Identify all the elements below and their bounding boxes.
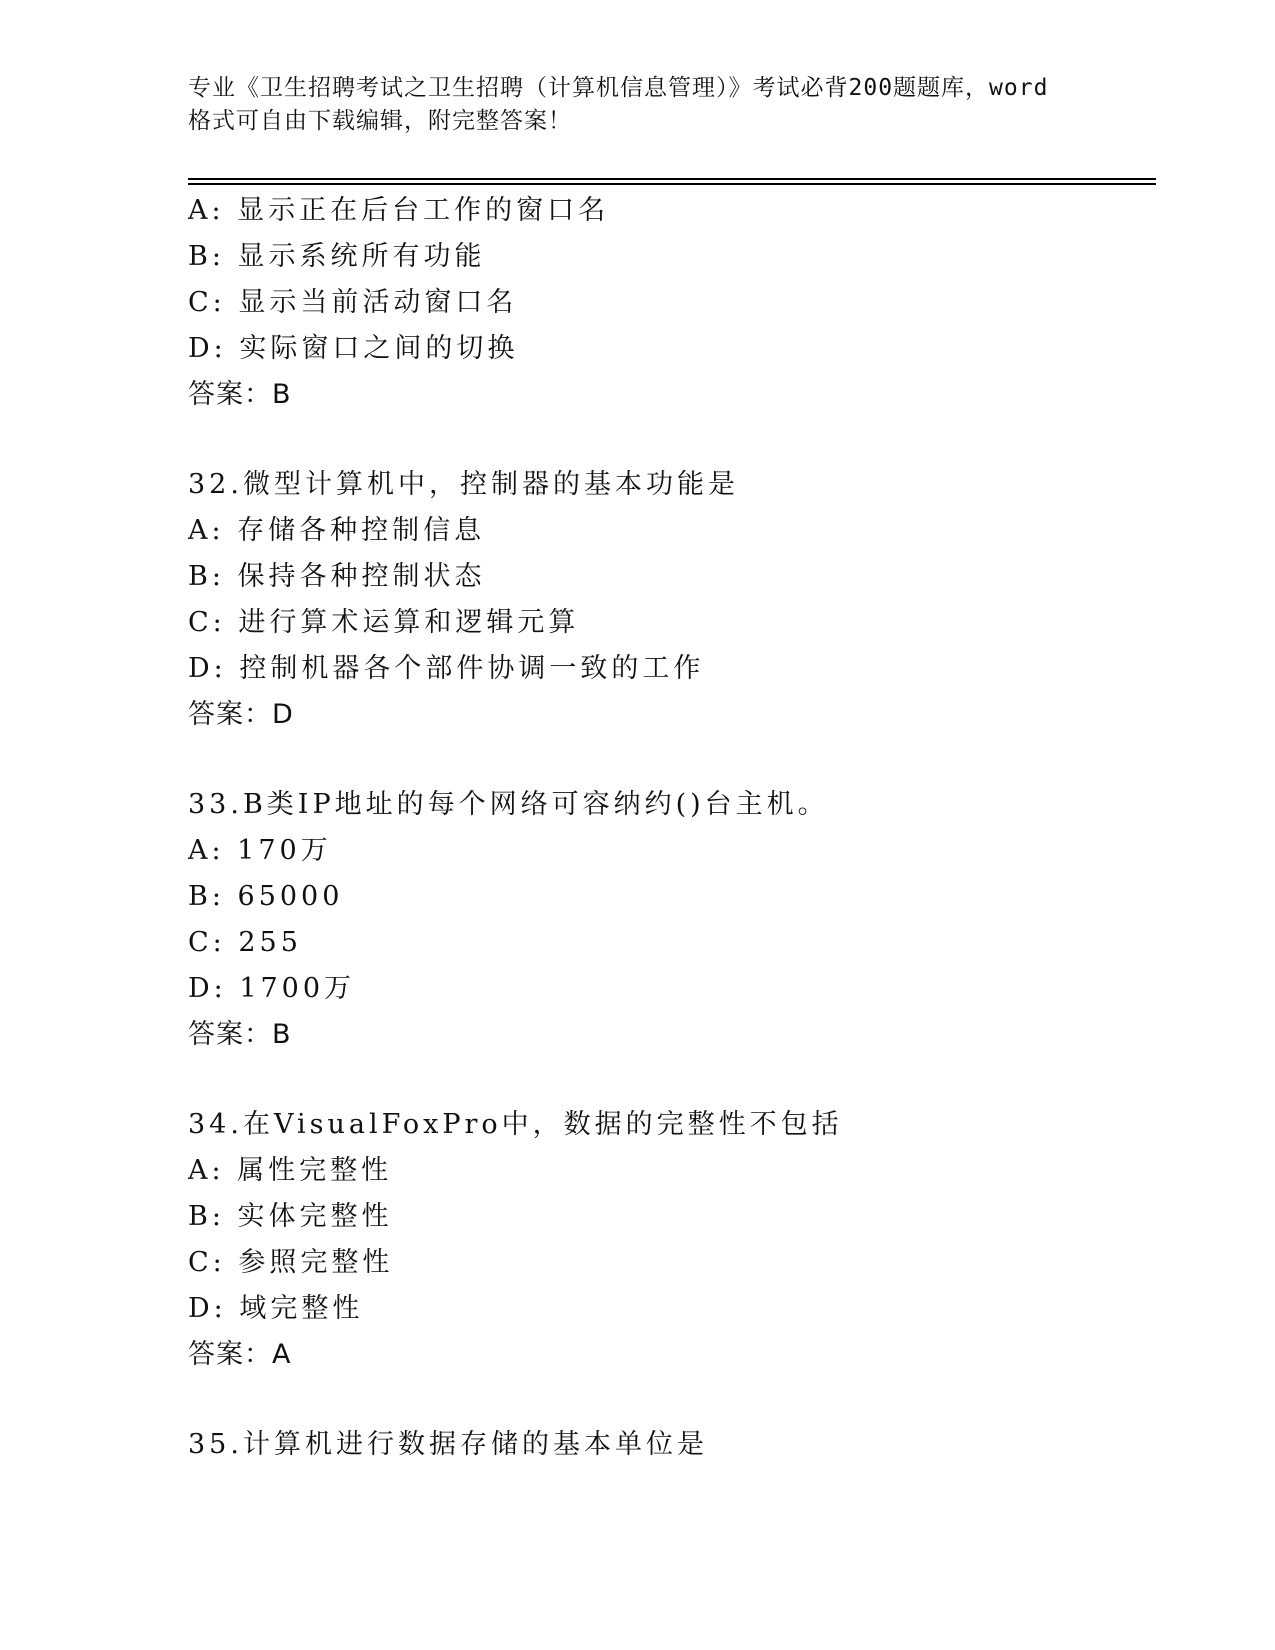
- header-rule-bottom: [188, 183, 1156, 185]
- answer: 答案：B: [188, 379, 292, 410]
- option-c: C: 进行算术运算和逻辑元算: [188, 607, 580, 638]
- option-d: D: 1700万: [188, 973, 356, 1004]
- answer: 答案：A: [188, 1339, 292, 1370]
- option-c: C: 255: [188, 927, 302, 958]
- header-title-line-2: 格式可自由下载编辑，附完整答案！: [188, 108, 572, 134]
- option-b: B: 显示系统所有功能: [188, 241, 486, 272]
- header-rule-top: [188, 178, 1156, 180]
- question-block-31: [188, 188, 1148, 418]
- answer: 答案：B: [188, 1019, 292, 1050]
- document-header: [188, 72, 1088, 138]
- question-block-33: [188, 782, 1148, 1058]
- question-block-35: [188, 1422, 1148, 1468]
- question-stem: 32.微型计算机中，控制器的基本功能是: [188, 469, 739, 500]
- spacer: [188, 738, 1148, 782]
- spacer: [188, 1378, 1148, 1422]
- option-a: A: 存储各种控制信息: [188, 515, 486, 546]
- question-block-32: [188, 462, 1148, 738]
- option-a: A: 显示正在后台工作的窗口名: [188, 195, 610, 226]
- option-a: A: 170万: [188, 835, 332, 866]
- option-b: B: 65000: [188, 881, 344, 912]
- answer: 答案：D: [188, 699, 294, 730]
- question-block-34: [188, 1102, 1148, 1378]
- option-d: D: 实际窗口之间的切换: [188, 333, 519, 364]
- question-stem: 34.在VisualFoxPro中，数据的完整性不包括: [188, 1109, 843, 1140]
- header-title-line-1: 专业《卫生招聘考试之卫生招聘（计算机信息管理）》考试必背200题题库，word: [188, 75, 1049, 101]
- option-c: C: 显示当前活动窗口名: [188, 287, 518, 318]
- option-d: D: 域完整性: [188, 1293, 364, 1324]
- spacer: [188, 418, 1148, 462]
- spacer: [188, 1058, 1148, 1102]
- option-b: B: 实体完整性: [188, 1201, 393, 1232]
- option-b: B: 保持各种控制状态: [188, 561, 486, 592]
- question-stem: 33.B类IP地址的每个网络可容纳约()台主机。: [188, 789, 829, 820]
- option-d: D: 控制机器各个部件协调一致的工作: [188, 653, 705, 684]
- question-list: [188, 188, 1148, 1468]
- question-stem: 35.计算机进行数据存储的基本单位是: [188, 1429, 708, 1460]
- option-a: A: 属性完整性: [188, 1155, 393, 1186]
- option-c: C: 参照完整性: [188, 1247, 394, 1278]
